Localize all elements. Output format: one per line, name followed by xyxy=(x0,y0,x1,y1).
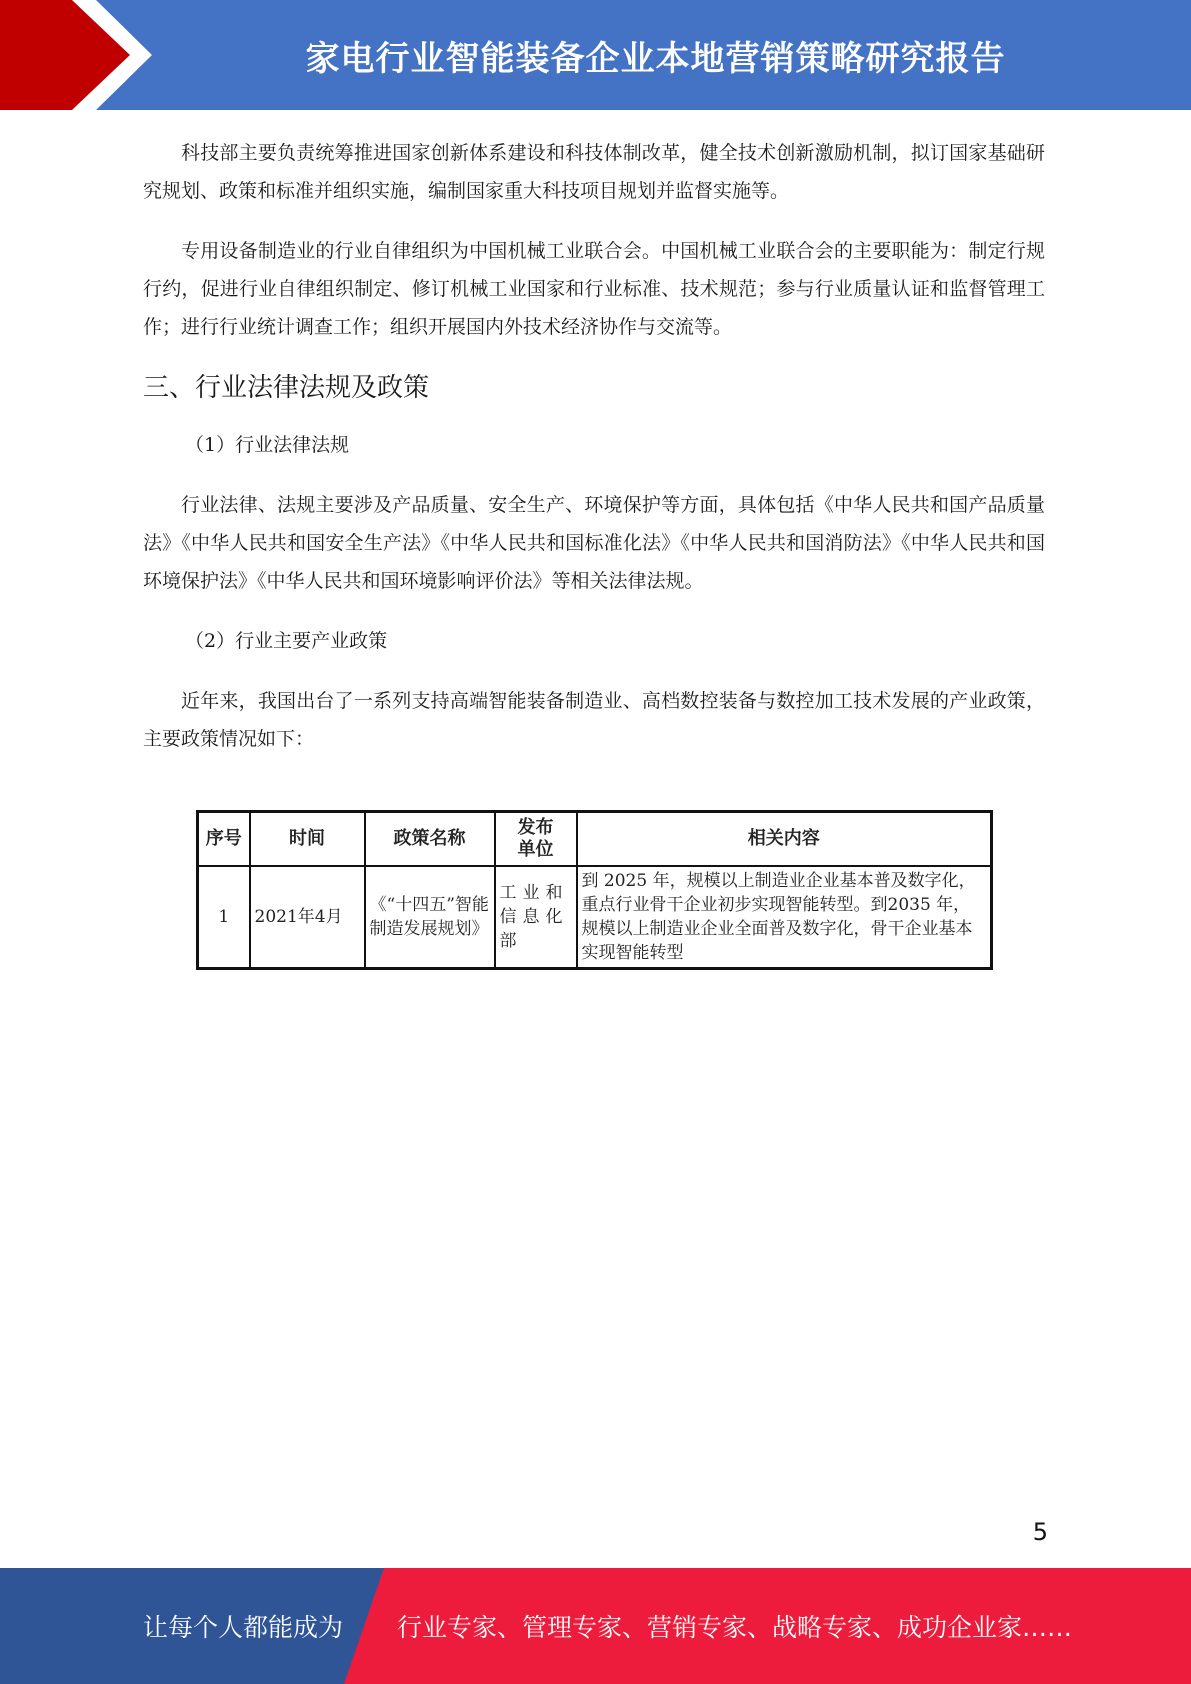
table-row xyxy=(198,866,992,969)
report-title: 家电行业智能装备企业本地营销策略研究报告 xyxy=(305,38,1006,79)
subheading-laws: （1）行业法律法规 xyxy=(185,434,350,456)
header-arrow-decoration xyxy=(0,0,200,110)
column-header: 相关内容 xyxy=(577,812,992,867)
footer-banner xyxy=(0,1568,1191,1684)
table-cell: 2021年4月 xyxy=(250,866,365,969)
table-header-row xyxy=(198,812,992,867)
page-number: 5 xyxy=(1032,1518,1048,1546)
table-cell: 到 2025 年，规模以上制造业企业基本普及数字化，重点行业骨干企业初步实现智能转型。到2035 年，规模以上制造业企业全面普及数字化，骨干企业基本实现智能转型 xyxy=(577,866,992,969)
table-cell: 1 xyxy=(198,866,250,969)
subheading-policies: （2）行业主要产业政策 xyxy=(185,630,388,652)
table-cell: 工业和信息化部 xyxy=(495,866,577,969)
header-banner xyxy=(0,0,1191,110)
column-header: 时间 xyxy=(250,812,365,867)
paragraph: 专用设备制造业的行业自律组织为中国机械工业联合会。中国机械工业联合会的主要职能为：制定行规行约，促进行业自律组织制定、修订机械工业国家和行业标准、技术规范；参与行业质量认证和监督管理工作；进行行业统计调查工作；组织开展国内外技术经济协作与交流等。 xyxy=(143,240,1045,338)
policy-table xyxy=(196,810,993,970)
table-cell: 《“十四五”智能制造发展规划》 xyxy=(365,866,495,969)
footer-slogan-left: 让每个人都能成为 xyxy=(143,1613,344,1642)
paragraph: 行业法律、法规主要涉及产品质量、安全生产、环境保护等方面，具体包括《中华人民共和国产品质量法》《中华人民共和国安全生产法》《中华人民共和国标准化法》《中华人民共和国消防法》《中华人民共和国环境保护法》《中华人民共和国环境影响评价法》等相关法律法规。 xyxy=(143,494,1045,592)
column-header: 序号 xyxy=(198,812,250,867)
column-header: 发布单位 xyxy=(495,812,577,867)
paragraph: 近年来，我国出台了一系列支持高端智能装备制造业、高档数控装备与数控加工技术发展的产业政策，主要政策情况如下： xyxy=(143,690,1045,750)
section-heading: 三、行业法律法规及政策 xyxy=(143,373,430,403)
main-content xyxy=(143,134,1045,780)
paragraph: 科技部主要负责统筹推进国家创新体系建设和科技体制改革，健全技术创新激励机制，拟订国家基础研究规划、政策和标准并组织实施，编制国家重大科技项目规划并监督实施等。 xyxy=(143,142,1045,202)
column-header: 政策名称 xyxy=(365,812,495,867)
footer-slogan-right: 行业专家、管理专家、营销专家、战略专家、成功企业家…… xyxy=(397,1613,1073,1642)
